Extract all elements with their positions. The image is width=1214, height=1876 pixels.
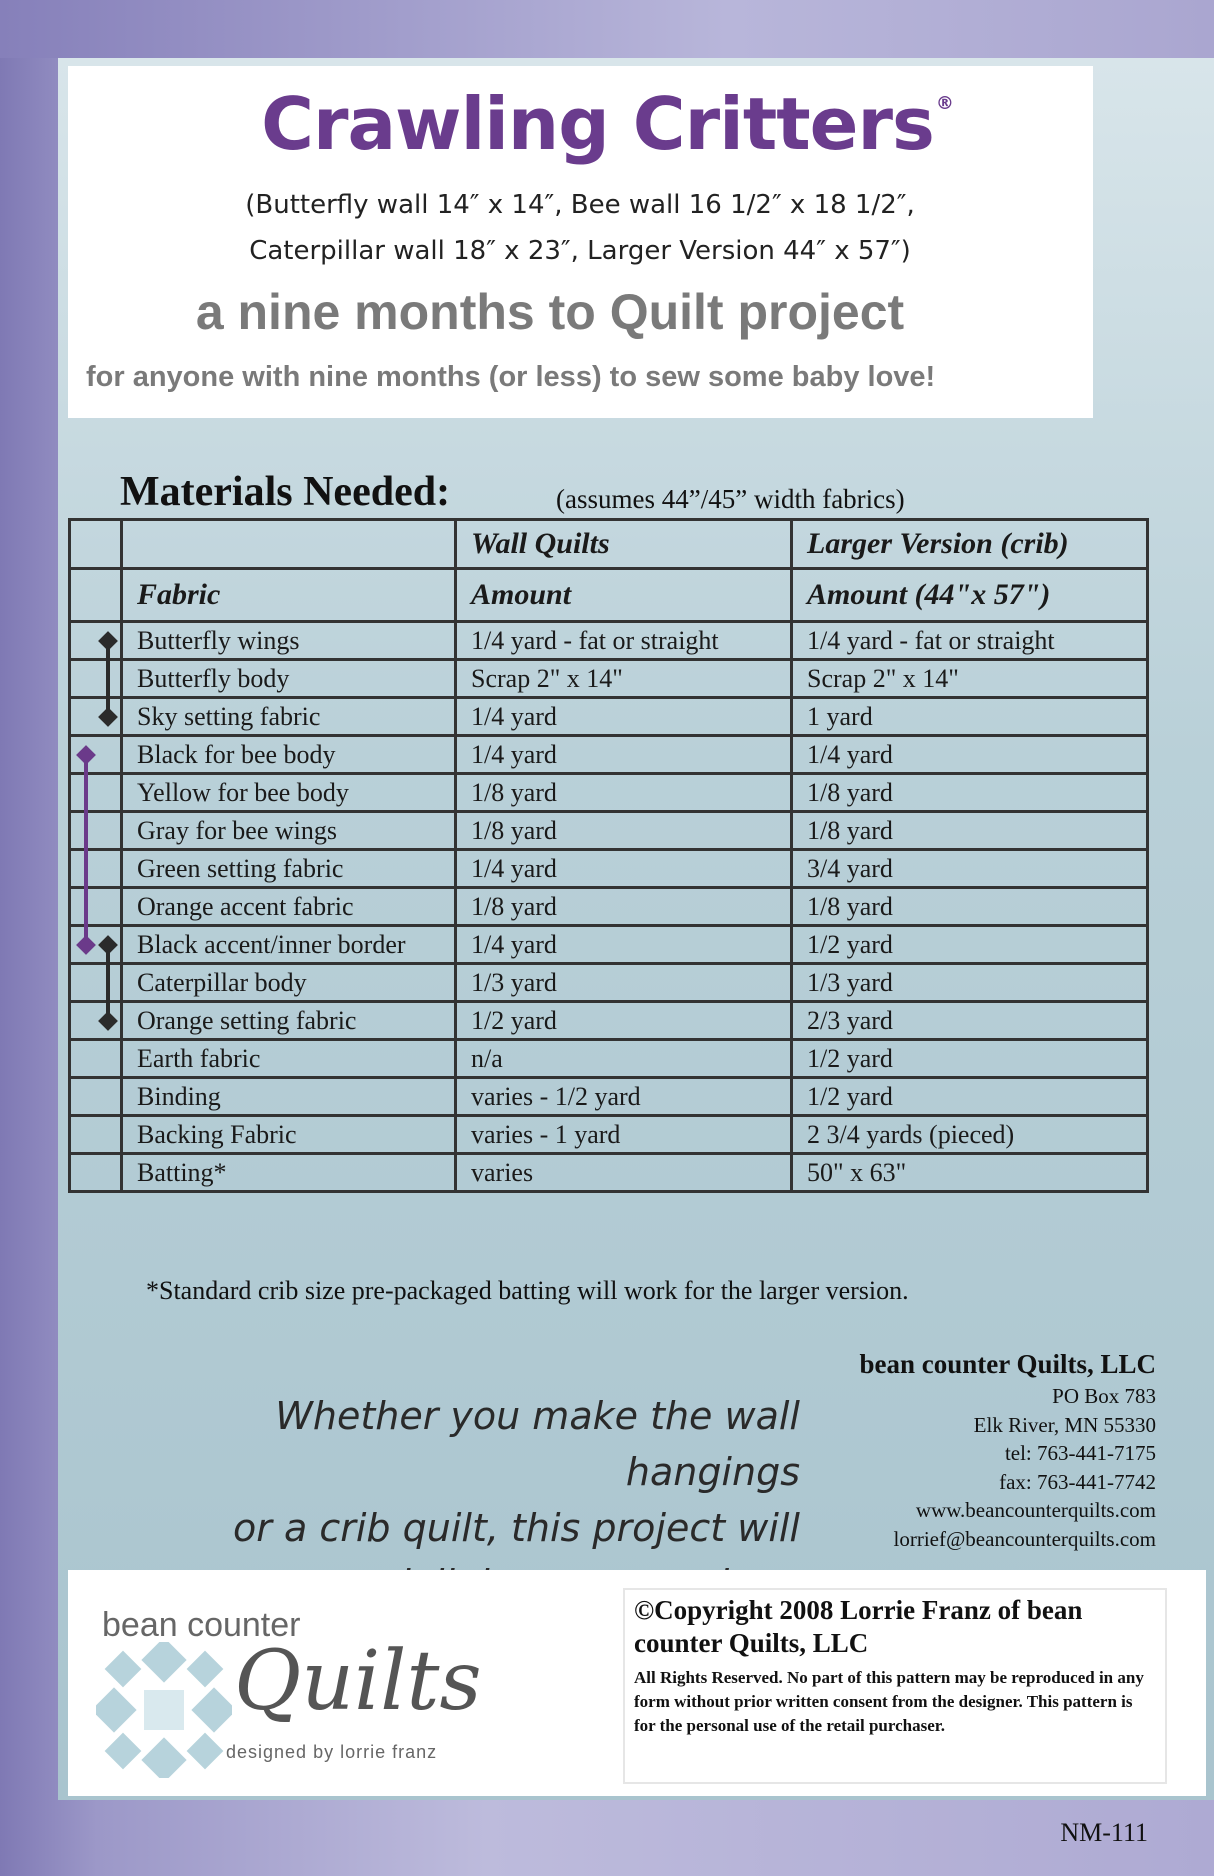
fabric-cell: Backing Fabric [122, 1116, 456, 1154]
table-row [70, 774, 1148, 812]
fabric-cell: Black for bee body [122, 736, 456, 774]
crib-amount-cell: Larger Version (crib) [792, 520, 1148, 569]
wall-amount-cell: 1/4 yard [456, 850, 792, 888]
marker-cell [70, 1078, 122, 1116]
wall-amount-cell: n/a [456, 1040, 792, 1078]
table-row [70, 1040, 1148, 1078]
table-row [70, 698, 1148, 736]
address-line-1: PO Box 783 [1052, 1384, 1156, 1408]
fabric-cell: Yellow for bee body [122, 774, 456, 812]
crib-amount-cell: 2 3/4 yards (pieced) [792, 1116, 1148, 1154]
pattern-title: Crawling Critters ® [261, 82, 953, 166]
subtagline: for anyone with nine months (or less) to sew some baby love! [86, 361, 936, 393]
wall-amount-cell: varies [456, 1154, 792, 1192]
email-link[interactable]: lorrief@beancounterquilts.com [893, 1526, 1156, 1551]
marker-cell [70, 964, 122, 1002]
wall-amount-cell: 1/4 yard - fat or straight [456, 622, 792, 660]
table-row [70, 888, 1148, 926]
table-row [70, 926, 1148, 964]
fabric-cell: Green setting fabric [122, 850, 456, 888]
crib-amount-cell: 2/3 yard [792, 1002, 1148, 1040]
table-row [70, 812, 1148, 850]
logo-wordmark: bean counter [102, 1606, 301, 1644]
marker-cell [70, 569, 122, 622]
table-row [70, 660, 1148, 698]
batting-footnote: *Standard crib size pre-packaged batting will work for the larger version. [146, 1276, 909, 1305]
marker-cell [70, 1116, 122, 1154]
fabric-cell: Caterpillar body [122, 964, 456, 1002]
fabric-cell: Earth fabric [122, 1040, 456, 1078]
wall-amount-cell: 1/8 yard [456, 888, 792, 926]
slogan-line-1: Whether you make the wall hangings [275, 1394, 800, 1494]
fabric-cell: Batting* [122, 1154, 456, 1192]
crib-amount-cell: 1 yard [792, 698, 1148, 736]
marker-cell [70, 774, 122, 812]
fabric-cell: Orange accent fabric [122, 888, 456, 926]
website-link[interactable]: www.beancounterquilts.com [915, 1498, 1156, 1522]
sizes-line-1: (Butterfly wall 14″ x 14″, Bee wall 16 1/2″ x 18 1/2″, [245, 190, 915, 220]
wall-amount-cell: 1/4 yard [456, 926, 792, 964]
slogan-line-2: or a crib quilt, this project will [233, 1506, 800, 1550]
header-row [70, 569, 1148, 622]
marker-cell [70, 812, 122, 850]
crib-amount-cell: 50" x 63" [792, 1154, 1148, 1192]
tagline: a nine months to Quilt project [195, 284, 905, 340]
crib-amount-cell: 1/8 yard [792, 812, 1148, 850]
wall-amount-cell: 1/8 yard [456, 774, 792, 812]
top-band [0, 0, 1214, 58]
fabric-cell: Black accent/inner border [122, 926, 456, 964]
crib-amount-cell: 1/3 yard [792, 964, 1148, 1002]
crib-amount-cell: 1/2 yard [792, 1078, 1148, 1116]
logo-designer: designed by lorrie franz [226, 1742, 438, 1762]
table-row [70, 964, 1148, 1002]
caterpillar-group-line [106, 945, 110, 1021]
fabric-cell: Butterfly body [122, 660, 456, 698]
materials-heading: Materials Needed: [120, 469, 451, 515]
header-row-top [70, 520, 1148, 569]
copyright-body: All Rights Reserved. No part of this pattern may be reproduced in any form without prior written consent from the designer. This pattern is for the personal use of the retail purchaser. [634, 1668, 1144, 1735]
marker-cell [70, 520, 122, 569]
wall-amount-cell: varies - 1 yard [456, 1116, 792, 1154]
fabric-cell [122, 520, 456, 569]
sizes-line-2: Caterpillar wall 18″ x 23″, Larger Version 44″ x 57″) [249, 236, 911, 266]
crib-amount-cell: 1/8 yard [792, 774, 1148, 812]
materials-table [68, 518, 1149, 1193]
fabric-cell: Gray for bee wings [122, 812, 456, 850]
crib-amount-cell: 1/2 yard [792, 926, 1148, 964]
wall-amount-cell: 1/4 yard [456, 698, 792, 736]
wall-amount-cell: 1/3 yard [456, 964, 792, 1002]
fabric-cell: Butterfly wings [122, 622, 456, 660]
table-row [70, 1116, 1148, 1154]
table-row [70, 736, 1148, 774]
materials-note: (assumes 44”/45” width fabrics) [556, 484, 905, 514]
contact-block [716, 1346, 1156, 1553]
copyright-title: ©Copyright 2008 Lorrie Franz of bean counter Quilts, LLC [634, 1595, 1083, 1658]
marker-cell [70, 1040, 122, 1078]
wall-amount-cell: 1/2 yard [456, 1002, 792, 1040]
crib-amount-cell: 1/2 yard [792, 1040, 1148, 1078]
wall-amount-cell: Scrap 2" x 14" [456, 660, 792, 698]
crib-amount-cell: Scrap 2" x 14" [792, 660, 1148, 698]
pattern-code: NM-111 [1060, 1818, 1148, 1847]
marker-cell [70, 850, 122, 888]
registered-mark: ® [935, 93, 953, 114]
wall-amount-cell: Amount [456, 569, 792, 622]
marker-cell [70, 1154, 122, 1192]
company-name: bean counter Quilts, LLC [859, 1349, 1156, 1379]
fax: fax: 763-441-7742 [999, 1469, 1156, 1494]
crib-amount-cell: 1/4 yard [792, 736, 1148, 774]
table-row [70, 622, 1148, 660]
table-row [70, 1002, 1148, 1040]
wall-amount-cell: varies - 1/2 yard [456, 1078, 792, 1116]
quilt-block-logo-icon [96, 1642, 232, 1778]
wall-amount-cell: 1/8 yard [456, 812, 792, 850]
marker-cell [70, 888, 122, 926]
fabric-cell: Binding [122, 1078, 456, 1116]
phone: tel: 763-441-7175 [1004, 1441, 1156, 1465]
crib-amount-cell: 1/4 yard - fat or straight [792, 622, 1148, 660]
crib-amount-cell: Amount (44"x 57") [792, 569, 1148, 622]
address-line-2: Elk River, MN 55330 [973, 1412, 1156, 1437]
fabric-cell: Sky setting fabric [122, 698, 456, 736]
wall-amount-cell: Wall Quilts [456, 520, 792, 569]
marker-cell [70, 660, 122, 698]
fabric-cell: Fabric [122, 569, 456, 622]
fabric-cell: Orange setting fabric [122, 1002, 456, 1040]
butterfly-group-line [106, 641, 110, 717]
table-row [70, 1078, 1148, 1116]
logo-script: Quilts [234, 1634, 482, 1729]
wall-amount-cell: 1/4 yard [456, 736, 792, 774]
crib-amount-cell: 3/4 yard [792, 850, 1148, 888]
bee-group-line [84, 755, 88, 945]
table-row [70, 850, 1148, 888]
table-row [70, 1154, 1148, 1192]
crib-amount-cell: 1/8 yard [792, 888, 1148, 926]
